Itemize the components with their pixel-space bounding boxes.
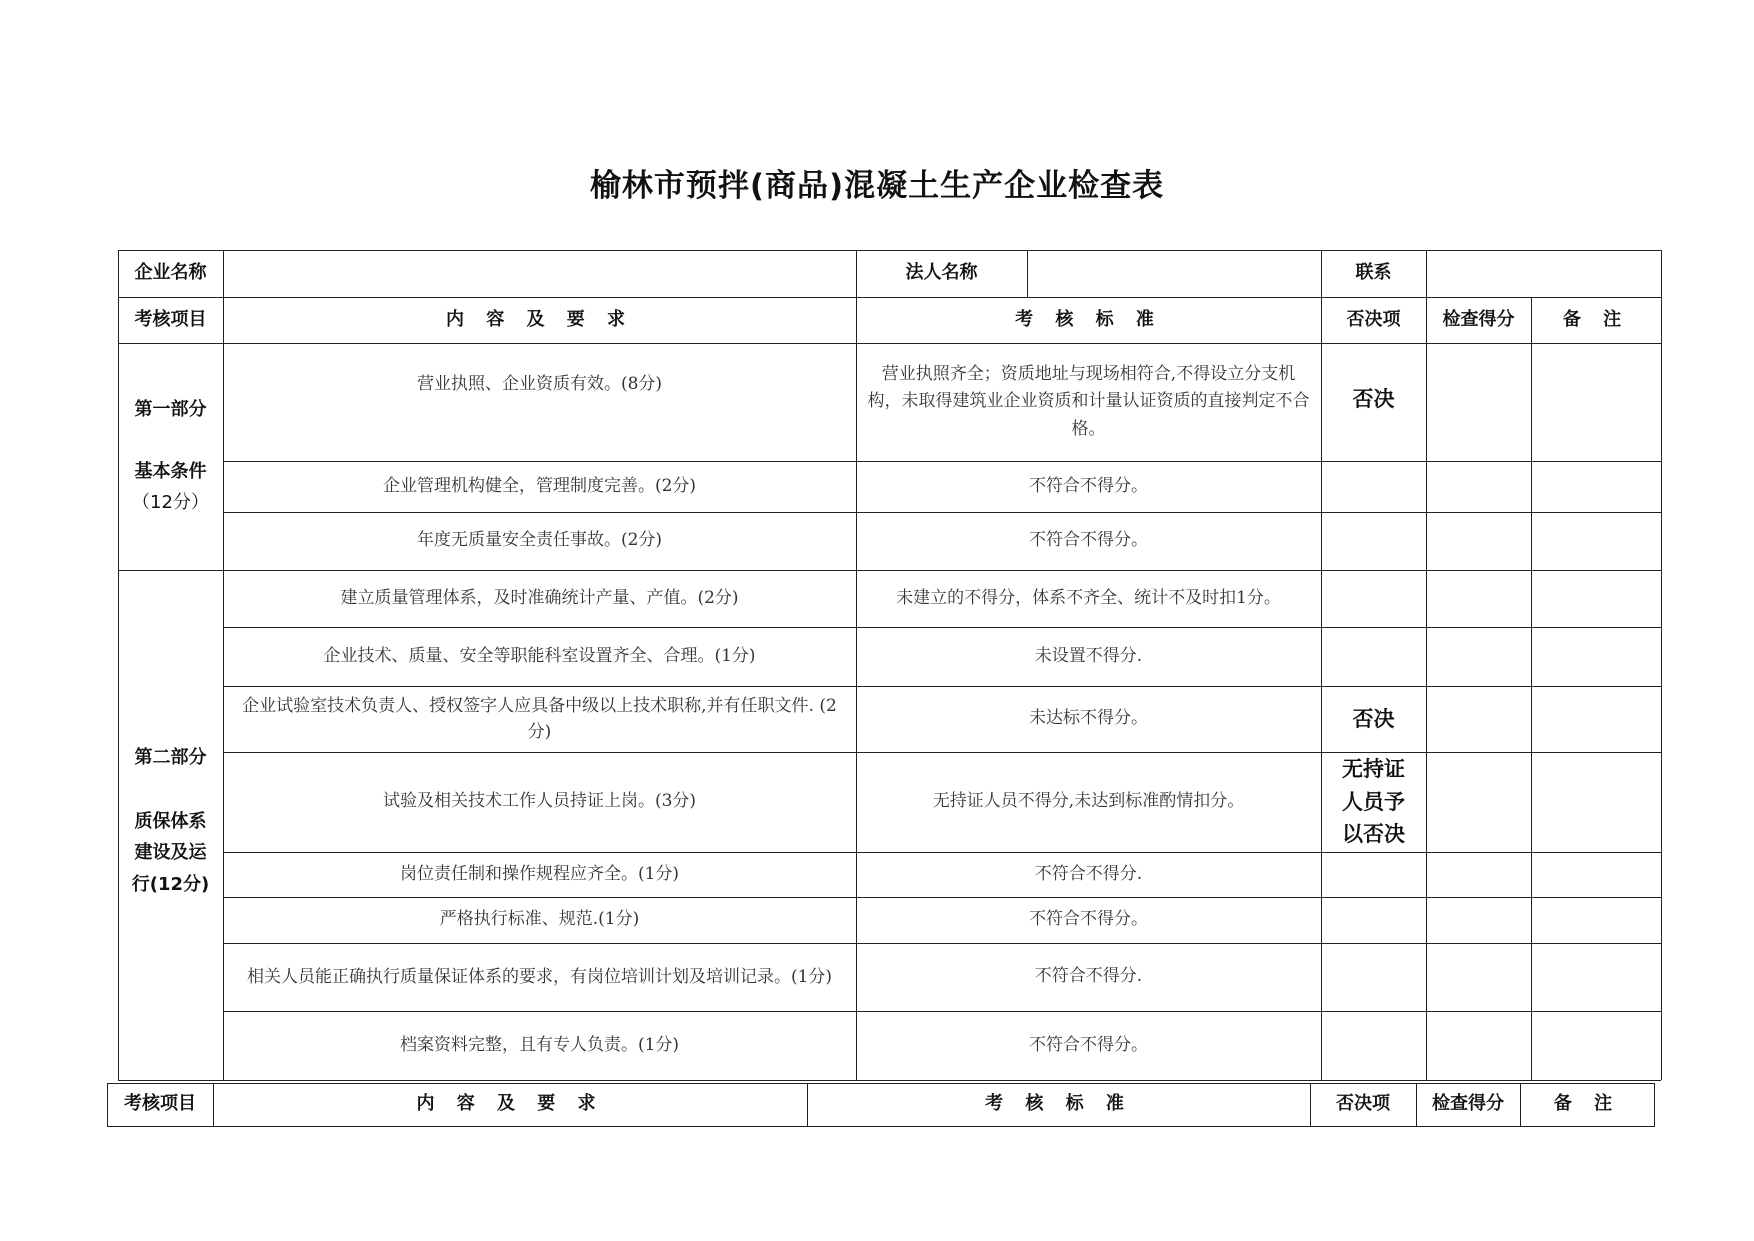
part2-name: 第二部分 xyxy=(134,747,207,768)
part2-sub: 质保体系建设及运行(12分) xyxy=(131,810,210,895)
table-row-veto: 无持证人员予以否决 xyxy=(1342,757,1405,847)
header2-item: 考核项目 xyxy=(124,1093,196,1115)
header-content: 内 容 及 要 求 xyxy=(445,308,634,330)
page-title: 榆林市预拌(商品)混凝土生产企业检查表 xyxy=(589,168,1165,204)
table-row-content: 岗位责任制和操作规程应齐全。(1分) xyxy=(399,863,680,884)
table-row-content: 企业管理机构健全，管理制度完善。(2分) xyxy=(382,475,697,496)
contact-field[interactable] xyxy=(1426,250,1661,297)
header-veto: 否决项 xyxy=(1346,308,1401,330)
header-item: 考核项目 xyxy=(134,308,207,330)
header2-score: 检查得分 xyxy=(1432,1093,1504,1115)
table-row-standard: 不符合不得分。 xyxy=(1029,530,1148,551)
table-row-standard: 营业执照齐全；资质地址与现场相符合,不得设立分支机构，未取得建筑业企业资质和计量认证资质的直接判定不合格。 xyxy=(867,364,1310,439)
table-row-standard: 不符合不得分. xyxy=(1034,863,1143,884)
part1-points: （12分） xyxy=(132,492,209,514)
header-remark: 备 注 xyxy=(1562,308,1630,330)
table-row-standard: 不符合不得分。 xyxy=(1029,909,1148,930)
table-row-standard: 不符合不得分。 xyxy=(1029,1034,1148,1055)
table-row-content: 企业试验室技术负责人、授权签字人应具备中级以上技术职称,并有任职文件. (2分) xyxy=(242,695,837,742)
table-row-content: 年度无质量安全责任事故。(2分) xyxy=(416,530,663,551)
table-row-standard: 无持证人员不得分,未达到标准酌情扣分。 xyxy=(932,791,1245,812)
table-row-content: 建立质量管理体系，及时准确统计产量、产值。(2分) xyxy=(340,587,739,608)
table-row-standard: 不符合不得分。 xyxy=(1029,475,1148,496)
table-row-content: 相关人员能正确执行质量保证体系的要求，有岗位培训计划及培训记录。(1分) xyxy=(246,966,833,987)
table-row-standard: 未建立的不得分，体系不齐全、统计不及时扣1分。 xyxy=(896,587,1281,608)
table-row-veto: 否决 xyxy=(1352,706,1395,731)
table-row-content: 严格执行标准、规范.(1分) xyxy=(439,909,640,930)
company-name-label: 企业名称 xyxy=(134,262,207,284)
header-score: 检查得分 xyxy=(1442,308,1515,330)
legal-name-field[interactable] xyxy=(1027,250,1321,297)
header2-remark: 备 注 xyxy=(1553,1093,1621,1115)
part1-sub: 基本条件 xyxy=(134,460,207,482)
table-row-content: 档案资料完整，且有专人负责。(1分) xyxy=(399,1034,680,1055)
header2-content: 内 容 及 要 求 xyxy=(416,1093,604,1115)
part1-label xyxy=(118,343,223,570)
table-row-content: 试验及相关技术工作人员持证上岗。(3分) xyxy=(382,791,697,812)
table-row-content: 营业执照、企业资质有效。(8分) xyxy=(416,374,663,394)
header2-standard: 考 核 标 准 xyxy=(985,1093,1132,1115)
table-row-standard: 未设置不得分. xyxy=(1034,645,1143,666)
table-row-veto: 否决 xyxy=(1352,387,1395,411)
company-name-field[interactable] xyxy=(223,250,856,297)
header2-veto: 否决项 xyxy=(1336,1093,1390,1115)
legal-name-label: 法人名称 xyxy=(905,262,978,284)
header-standard: 考 核 标 准 xyxy=(1015,308,1162,330)
contact-label: 联系 xyxy=(1355,262,1392,284)
table-row-content: 企业技术、质量、安全等职能科室设置齐全、合理。(1分) xyxy=(323,645,756,666)
table-row-standard: 未达标不得分。 xyxy=(1029,708,1148,729)
part1-name: 第一部分 xyxy=(134,399,207,421)
table-row-standard: 不符合不得分. xyxy=(1034,966,1143,987)
part2-label xyxy=(118,570,223,1080)
